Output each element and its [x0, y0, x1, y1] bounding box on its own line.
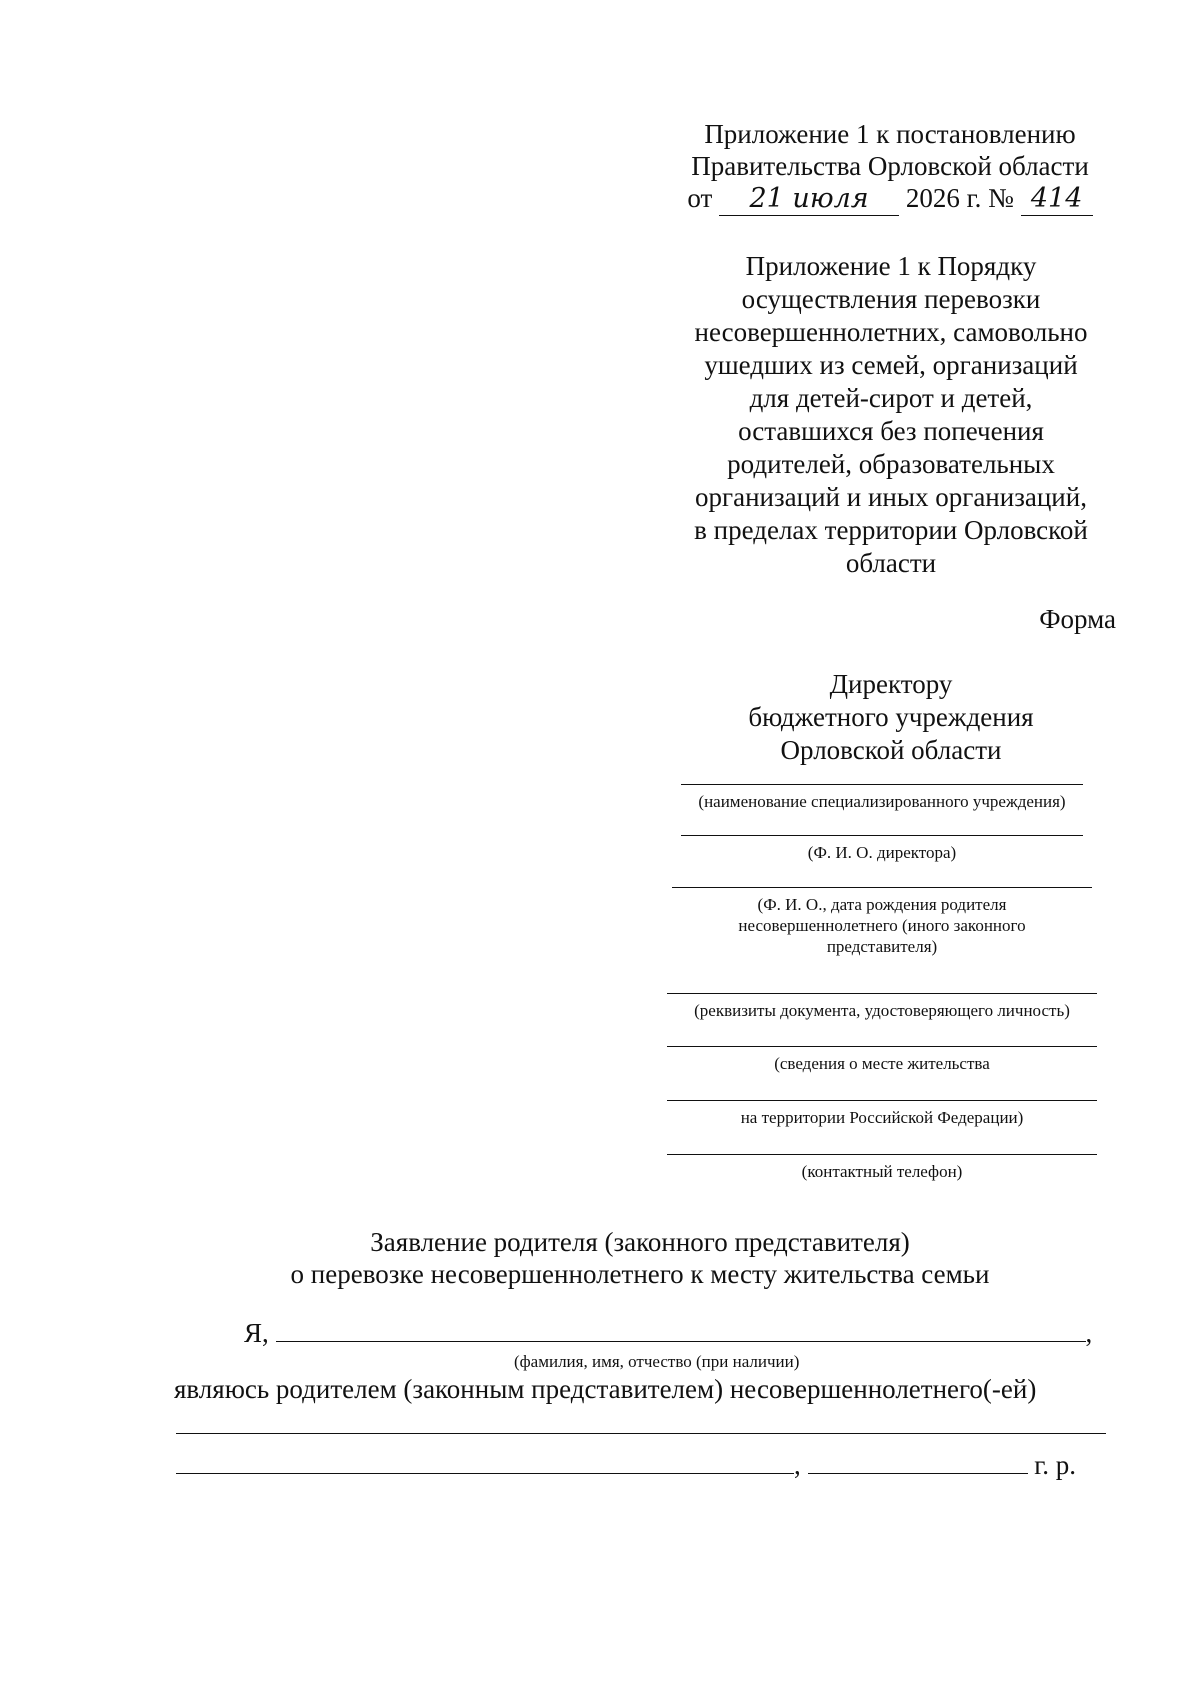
director-line[interactable]: [681, 835, 1083, 836]
appendix-line: для детей-сирот и детей,: [749, 383, 1033, 413]
addressee-line: Директору: [829, 669, 953, 699]
institution-caption: (наименование специализированного учреждения): [698, 792, 1066, 811]
full-name-caption: (фамилия, имя, отчество (при наличии): [514, 1352, 800, 1371]
addressee-line: Орловской области: [780, 735, 1002, 765]
addressee-line: бюджетного учреждения: [748, 702, 1034, 732]
director-field[interactable]: [662, 835, 1102, 863]
minor-birth-row: [176, 1450, 1076, 1481]
handwritten-date: 21 июля: [719, 183, 899, 216]
parent-line[interactable]: [672, 887, 1092, 888]
title-line-2: о перевозке несовершеннолетнего к месту жительства семьи: [290, 1259, 990, 1289]
minor-name-line-2[interactable]: [176, 1473, 794, 1474]
birth-year-line[interactable]: [808, 1473, 1028, 1474]
parent-caption-line: несовершеннолетнего (иного законного: [738, 916, 1026, 935]
appendix-line: оставшихся без попечения: [738, 416, 1044, 446]
id-document-field[interactable]: [662, 993, 1102, 1021]
institution-line[interactable]: [681, 784, 1083, 785]
residence-line-2[interactable]: [667, 1100, 1097, 1101]
parent-field[interactable]: [662, 887, 1102, 957]
from-prefix: от: [687, 183, 713, 213]
parent-caption-line: представителя): [826, 937, 938, 956]
parent-statement: являюсь родителем (законным представителем) несовершеннолетнего(-ей): [174, 1374, 1037, 1404]
name-comma: ,: [1085, 1318, 1093, 1348]
parent-caption: [662, 894, 1102, 957]
residence-line-1[interactable]: [667, 1046, 1097, 1047]
name-row: [244, 1318, 1092, 1349]
addressee-block: [666, 668, 1116, 767]
director-caption: (Ф. И. О. директора): [807, 843, 957, 862]
header-line-1: Приложение 1 к постановлению: [704, 119, 1076, 149]
year-suffix: 2026 г. №: [905, 183, 1014, 213]
appendix-line: в пределах территории Орловской: [694, 515, 1088, 545]
residence-caption-2: на территории Российской Федерации): [740, 1108, 1024, 1127]
phone-field[interactable]: [662, 1154, 1102, 1182]
appendix-line: несовершеннолетних, самовольно: [694, 317, 1088, 347]
birth-suffix: г. р.: [1034, 1450, 1077, 1480]
institution-field[interactable]: [662, 784, 1102, 812]
parent-caption-line: (Ф. И. О., дата рождения родителя: [757, 895, 1007, 914]
resolution-header: [666, 118, 1114, 216]
appendix-line: ушедших из семей, организаций: [704, 350, 1078, 380]
residence-field-2[interactable]: [662, 1100, 1102, 1128]
appendix-line: области: [845, 548, 937, 578]
id-document-line[interactable]: [667, 993, 1097, 994]
header-date-line: [666, 182, 1114, 216]
full-name-line[interactable]: [276, 1341, 1086, 1342]
appendix-line: родителей, образовательных: [727, 449, 1055, 479]
header-line-2: Правительства Орловской области: [691, 151, 1089, 181]
appendix-line: Приложение 1 к Порядку: [745, 251, 1037, 281]
i-prefix: Я,: [244, 1318, 269, 1348]
phone-caption: (контактный телефон): [801, 1162, 963, 1181]
appendix-header: [666, 250, 1116, 580]
id-document-caption: (реквизиты документа, удостоверяющего личность): [694, 1001, 1070, 1020]
minor-name-row: [176, 1410, 1106, 1441]
title-line-1: Заявление родителя (законного представителя): [370, 1227, 910, 1257]
residence-caption-1: (сведения о месте жительства: [774, 1054, 990, 1073]
handwritten-number: 414: [1021, 183, 1093, 216]
phone-line[interactable]: [667, 1154, 1097, 1155]
minor-name-line[interactable]: [176, 1433, 1106, 1434]
appendix-line: осуществления перевозки: [741, 284, 1041, 314]
statement-title: [240, 1226, 1040, 1290]
appendix-line: организаций и иных организаций,: [695, 482, 1087, 512]
birth-comma: ,: [794, 1450, 801, 1480]
form-label: Форма: [1039, 604, 1116, 634]
residence-field-1[interactable]: [662, 1046, 1102, 1074]
